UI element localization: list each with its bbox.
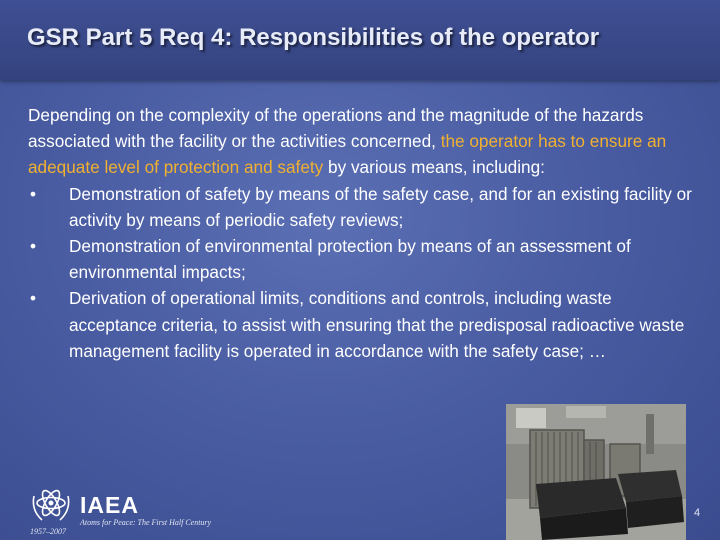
logo-tagline: Atoms for Peace: The First Half Century: [80, 518, 212, 527]
bullet-text: Derivation of operational limits, conditions and controls, including waste acceptance criteria, to assist with ensuring that the predisposal radioactive waste management facility is operated in accordance with the safety case; …: [69, 288, 685, 361]
page-number: 4: [694, 507, 701, 519]
bullet-list: [28, 181, 693, 364]
atom-olive-wreath-icon: [28, 482, 74, 528]
bullet-item: [28, 285, 693, 364]
bullet-text: Demonstration of environmental protection by means of an assessment of environmental impacts;: [69, 236, 631, 283]
slide-title: GSR Part 5 Req 4: Responsibilities of the operator: [27, 24, 600, 51]
bullet-icon: •: [30, 183, 37, 204]
intro-text: Depending on the complexity of the operations and the magnitude of the hazards associated with the facility or the activities concerned,: [28, 105, 644, 152]
bullet-icon: •: [30, 236, 37, 257]
waste-storage-containers-photo: [506, 404, 686, 540]
intro-text-end: by various means, including:: [323, 157, 545, 178]
intro-paragraph: [28, 102, 693, 181]
logo-years: 1957–2007: [30, 527, 66, 536]
bullet-icon: •: [30, 288, 37, 309]
logo-name: IAEA: [80, 492, 139, 518]
intro-highlight: the operator has to ensure an adequate level of protection and safety: [28, 131, 667, 178]
bullet-text: Demonstration of safety by means of the safety case, and for an existing facility or activity by means of periodic safety reviews;: [69, 183, 692, 230]
slide-body: [28, 102, 693, 364]
bullet-item: [28, 181, 693, 233]
bullet-item: [28, 233, 693, 285]
iaea-logo: [28, 482, 228, 538]
title-bar: [0, 0, 720, 80]
